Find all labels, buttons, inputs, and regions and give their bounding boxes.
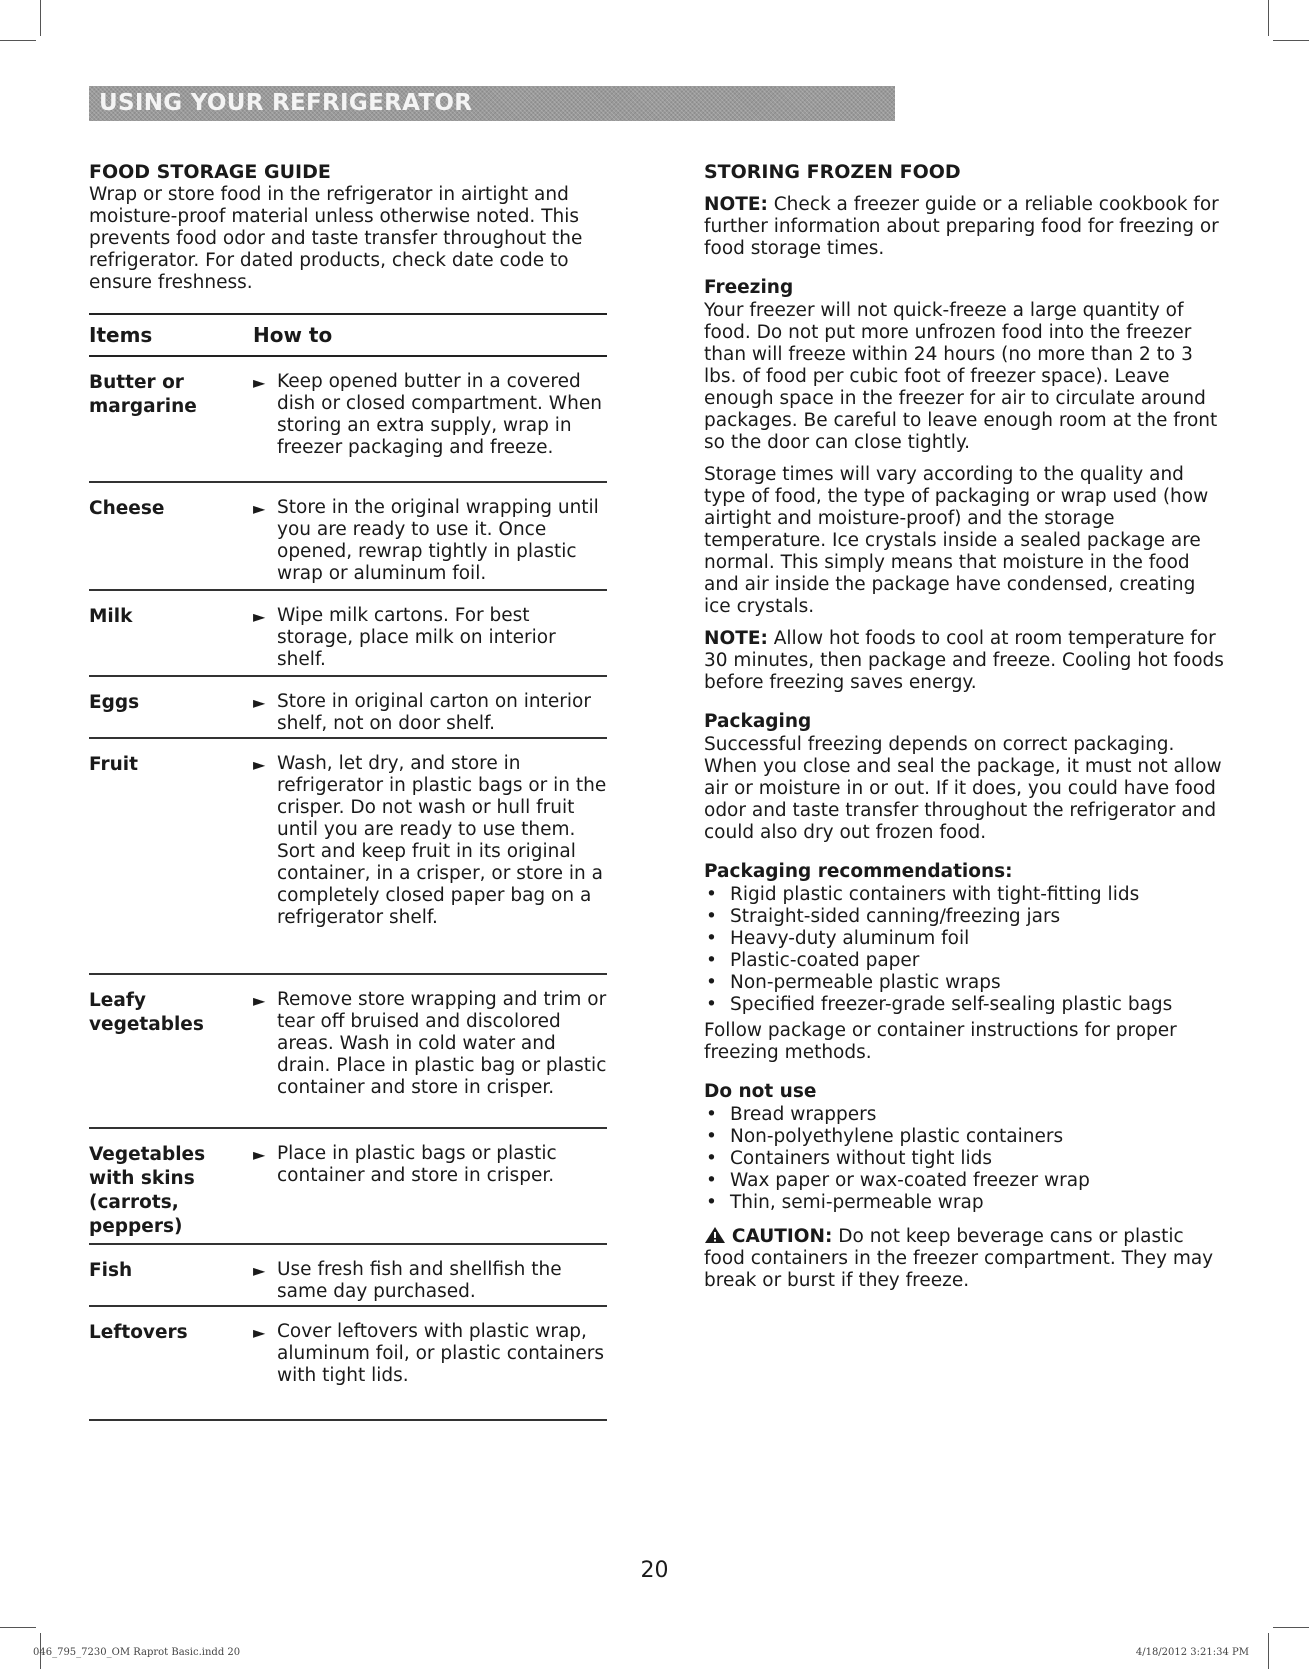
- crop-mark: [1273, 1627, 1309, 1628]
- packaging-recs-heading: Packaging recommendations:: [704, 861, 1013, 882]
- list-item-text: Straight-sided canning/freezing jars: [730, 906, 1061, 927]
- left-column: [89, 160, 609, 294]
- row-howto: [253, 1306, 607, 1420]
- row-howto-text: Wipe milk cartons. For best storage, place milk on interior shelf.: [277, 605, 556, 670]
- row-item: Eggs: [89, 676, 253, 738]
- row-howto: [253, 974, 607, 1128]
- row-howto: [253, 738, 607, 974]
- note-paragraph-2: [704, 628, 1224, 694]
- right-column: [704, 160, 1224, 1292]
- crop-mark: [0, 1627, 36, 1628]
- footer-timestamp: 4/18/2012 3:21:34 PM: [1135, 1647, 1249, 1658]
- row-item: Leftovers: [89, 1306, 253, 1420]
- bullet-icon: •: [706, 1104, 717, 1125]
- list-item-text: Containers without tight lids: [730, 1148, 993, 1169]
- note-paragraph: [704, 194, 1224, 260]
- row-howto: [253, 1244, 607, 1306]
- food-storage-intro: Wrap or store food in the refrigerator in airtight and moisture-proof material unless otherwise noted. This prevents food odor and taste transfer throughout the refrigerator. For dated products, check date code to ensure freshness.: [89, 184, 583, 293]
- list-item: [704, 1170, 1224, 1192]
- list-item-text: Wax paper or wax-coated freezer wrap: [730, 1170, 1090, 1191]
- footer-file-info: 046_795_7230_OM Raprot Basic.indd 20: [33, 1647, 241, 1658]
- caution-paragraph: [704, 1226, 1224, 1292]
- list-item-text: Rigid plastic containers with tight-fitting lids: [730, 884, 1140, 905]
- table-row: [89, 1128, 607, 1244]
- list-item: [704, 928, 1224, 950]
- list-item-text: Thin, semi-permeable wrap: [730, 1192, 984, 1213]
- table-row: [89, 1244, 607, 1306]
- table-row: [89, 676, 607, 738]
- bullet-icon: •: [706, 928, 717, 949]
- food-storage-table: [89, 313, 607, 1421]
- row-item: Milk: [89, 590, 253, 676]
- bullet-icon: •: [706, 1148, 717, 1169]
- bullet-icon: •: [706, 972, 717, 993]
- storing-frozen-heading: STORING FROZEN FOOD: [704, 161, 961, 183]
- row-item: Cheese: [89, 482, 253, 590]
- section-banner: [89, 86, 895, 121]
- table-header-howto: How to: [253, 314, 607, 356]
- row-item: Fruit: [89, 738, 253, 974]
- list-item-text: Plastic-coated paper: [730, 950, 920, 971]
- pointer-arrow-icon: ►: [253, 499, 266, 518]
- recs-follow-paragraph: Follow package or container instructions for proper freezing methods.: [704, 1020, 1177, 1063]
- freezing-paragraph-1: Your freezer will not quick-freeze a large quantity of food. Do not put more unfrozen food into the freezer than will freeze within 24 hours (no more than 2 to 3 lbs. of food per cubic foot of freezer space). Leave enough space in the freezer for air to circulate around packages. Be careful to leave enough room at the front so the door can close tightly.: [704, 300, 1218, 453]
- crop-mark: [0, 40, 36, 41]
- packaging-heading: Packaging: [704, 711, 812, 732]
- bullet-icon: •: [706, 1126, 717, 1147]
- row-howto: [253, 1128, 607, 1244]
- row-howto-text: Wash, let dry, and store in refrigerator in plastic bags or in the crisper. Do not wash or hull fruit until you are ready to use them. Sort and keep fruit in its original container, in a crisper, or store in a completely closed paper bag on a refrigerator shelf.: [277, 753, 607, 928]
- bullet-icon: •: [706, 1170, 717, 1191]
- list-item: [704, 1192, 1224, 1214]
- row-howto: [253, 676, 607, 738]
- row-item: Leafy vegetables: [89, 974, 253, 1128]
- crop-mark: [1268, 1633, 1269, 1669]
- row-howto: [253, 590, 607, 676]
- caution-label: CAUTION:: [731, 1226, 833, 1247]
- pointer-arrow-icon: ►: [253, 607, 266, 626]
- row-howto-text: Use fresh fish and shellfish the same day purchased.: [277, 1259, 562, 1302]
- row-howto-text: Cover leftovers with plastic wrap, aluminum foil, or plastic containers with tight lids.: [277, 1321, 604, 1386]
- list-item: [704, 1148, 1224, 1170]
- row-howto-text: Remove store wrapping and trim or tear off bruised and discolored areas. Wash in cold water and drain. Place in plastic bag or plastic container and store in crisper.: [277, 989, 607, 1098]
- table-row: [89, 974, 607, 1128]
- list-item: [704, 972, 1224, 994]
- note-text: Allow hot foods to cool at room temperature for 30 minutes, then package and freeze. Cooling hot foods before freezing saves energy.: [704, 628, 1224, 693]
- row-item: Vegetables with skins (carrots, peppers): [89, 1128, 253, 1244]
- row-item: Butter or margarine: [89, 356, 253, 482]
- row-howto-text: Store in the original wrapping until you are ready to use it. Once opened, rewrap tightly in plastic wrap or aluminum foil.: [277, 497, 599, 584]
- banner-title: USING YOUR REFRIGERATOR: [99, 90, 473, 116]
- table-row: [89, 590, 607, 676]
- list-item-text: Non-polyethylene plastic containers: [730, 1126, 1064, 1147]
- list-item: [704, 950, 1224, 972]
- do-not-use-list: [704, 1104, 1224, 1214]
- caution-text: Do not keep beverage cans or plastic food containers in the freezer compartment. They may break or burst if they freeze.: [704, 1226, 1214, 1291]
- row-howto-text: Place in plastic bags or plastic container and store in crisper.: [277, 1143, 557, 1186]
- bullet-icon: •: [706, 884, 717, 905]
- list-item: [704, 994, 1224, 1016]
- packaging-recs-list: [704, 884, 1224, 1016]
- note-text: Check a freezer guide or a reliable cookbook for further information about preparing food for freezing or food storage times.: [704, 194, 1219, 259]
- packaging-paragraph: Successful freezing depends on correct packaging. When you close and seal the package, it must not allow air or moisture in or out. If it does, you could have food odor and taste transfer throughout the refrigerator and could also dry out frozen food.: [704, 734, 1222, 843]
- freezing-heading: Freezing: [704, 277, 794, 298]
- bullet-icon: •: [706, 994, 717, 1015]
- crop-mark: [1273, 40, 1309, 41]
- table-header-items: Items: [89, 314, 253, 356]
- row-item: Fish: [89, 1244, 253, 1306]
- row-howto-text: Keep opened butter in a covered dish or closed compartment. When storing an extra supply, wrap in freezer packaging and freeze.: [277, 371, 602, 458]
- bullet-icon: •: [706, 950, 717, 971]
- crop-mark: [1268, 0, 1269, 36]
- row-howto: [253, 482, 607, 590]
- bullet-icon: •: [706, 906, 717, 927]
- food-storage-heading: FOOD STORAGE GUIDE: [89, 161, 331, 183]
- bullet-icon: •: [706, 1192, 717, 1213]
- pointer-arrow-icon: ►: [253, 991, 266, 1010]
- note-label: NOTE:: [704, 194, 768, 215]
- pointer-arrow-icon: ►: [253, 1323, 266, 1342]
- list-item-text: Non-permeable plastic wraps: [730, 972, 1001, 993]
- list-item-text: Bread wrappers: [730, 1104, 877, 1125]
- list-item: [704, 1126, 1224, 1148]
- pointer-arrow-icon: ►: [253, 755, 266, 774]
- row-howto-text: Store in original carton on interior shelf, not on door shelf.: [277, 691, 591, 734]
- table-row: [89, 738, 607, 974]
- list-item-text: Specified freezer-grade self-sealing plastic bags: [730, 994, 1173, 1015]
- page-number: 20: [640, 1558, 669, 1583]
- pointer-arrow-icon: ►: [253, 1261, 266, 1280]
- table-row: [89, 356, 607, 482]
- note-label: NOTE:: [704, 628, 768, 649]
- table-row: [89, 1306, 607, 1420]
- table-row: [89, 482, 607, 590]
- pointer-arrow-icon: ►: [253, 693, 266, 712]
- warning-triangle-icon: [704, 1226, 726, 1244]
- do-not-use-heading: Do not use: [704, 1081, 817, 1102]
- list-item: [704, 906, 1224, 928]
- freezing-paragraph-2: Storage times will vary according to the quality and type of food, the type of packaging or wrap used (how airtight and moisture-proof) and the storage temperature. Ice crystals inside a sealed package are normal. This simply means that moisture in the food and air inside the package have condensed, creating ice crystals.: [704, 464, 1209, 617]
- list-item: [704, 884, 1224, 906]
- pointer-arrow-icon: ►: [253, 1145, 266, 1164]
- pointer-arrow-icon: ►: [253, 373, 266, 392]
- list-item-text: Heavy-duty aluminum foil: [730, 928, 970, 949]
- row-howto: [253, 356, 607, 482]
- crop-mark: [40, 0, 41, 36]
- list-item: [704, 1104, 1224, 1126]
